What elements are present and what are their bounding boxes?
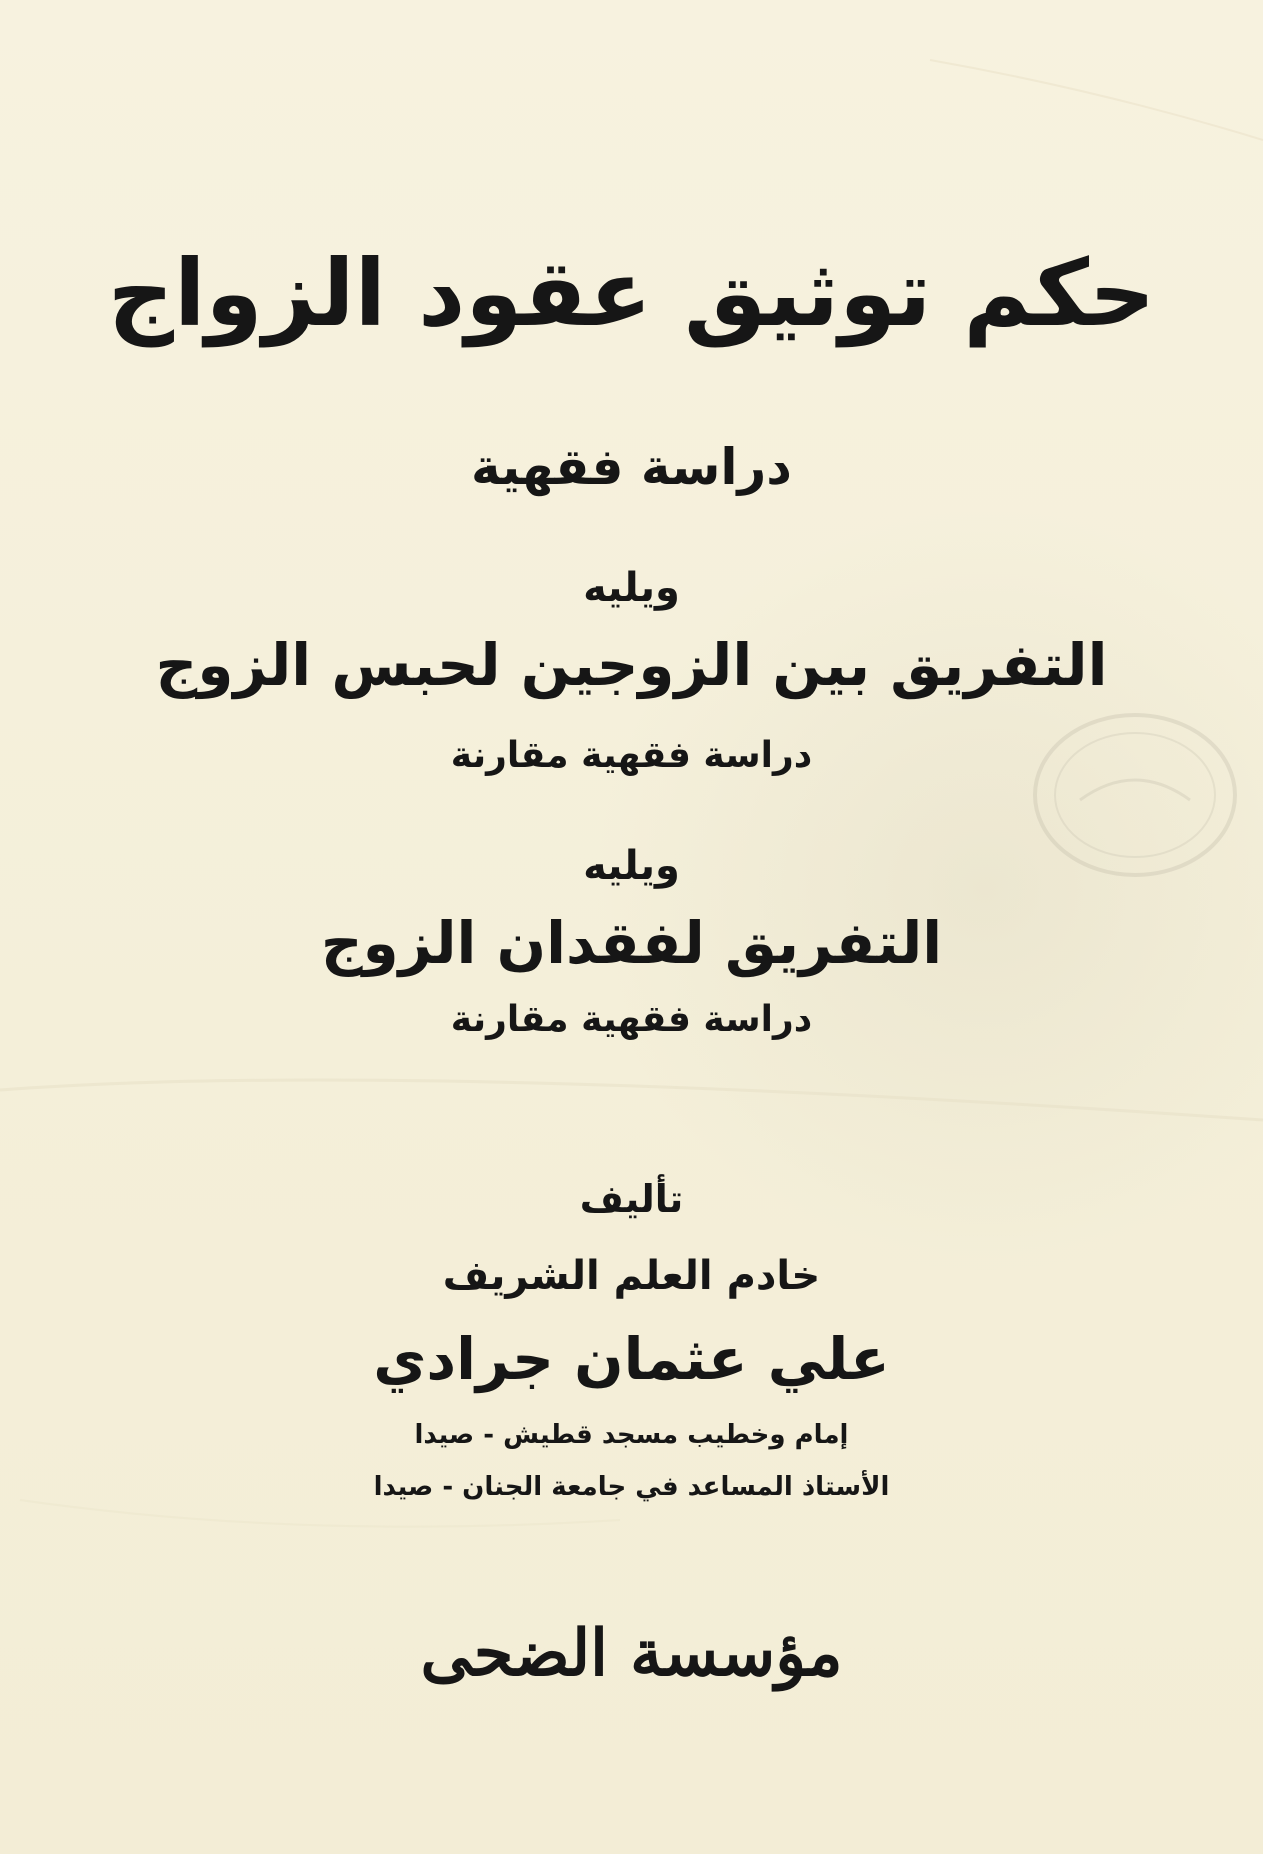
followed-by-label-1: ويليه [583,565,680,611]
section-2-title: التفريق لفقدان الزوج [320,909,943,977]
section-1-subtitle: دراسة فقهية مقارنة [450,735,813,776]
author-role-imam: إمام وخطيب مسجد قطيش - صيدا [414,1420,849,1450]
book-title: حكم توثيق عقود الزواج [107,240,1156,347]
author-role-professor: الأستاذ المساعد في جامعة الجنان - صيدا [373,1472,890,1502]
author-epithet: خادم العلم الشريف [442,1253,821,1299]
author-name: علي عثمان جرادي [373,1325,890,1393]
authored-by-label: تأليف [579,1177,684,1221]
publisher-name: مؤسسة الضحى [420,1616,843,1691]
book-title-subtitle: دراسة فقهية [471,438,792,496]
section-1-title: التفريق بين الزوجين لحبس الزوج [155,631,1108,699]
section-2-subtitle: دراسة فقهية مقارنة [450,999,813,1040]
followed-by-label-2: ويليه [583,843,680,889]
